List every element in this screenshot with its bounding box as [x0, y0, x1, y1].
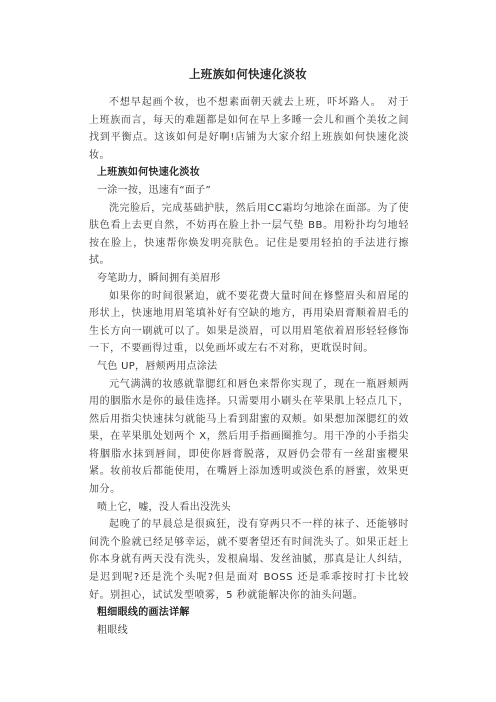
section-heading-eyeliner: 粗细眼线的画法详解 — [97, 607, 190, 619]
document-body — [89, 94, 409, 639]
paragraph-intro: 不想早起画个妆，也不想素面朝天就去上班，吓坏路人。 对于上班族而言，每天的难题都是如何在早上多睡一会儿和画个美妆之间找到平衡点。这该如何是好啊!店铺为大家介绍上班族如何快速化淡妆。 — [89, 97, 409, 161]
subheading-hair-spray: 喷上它，嘘，没人看出没洗头 — [97, 501, 231, 513]
document-title: 上班族如何快速化淡妆 — [189, 67, 307, 81]
subheading-eyebrows: 夸笔助力，瞬间拥有美眉形 — [97, 272, 221, 284]
subheading-thick-eyeliner: 粗眼线 — [97, 624, 128, 636]
paragraph-blush: 元气满满的妆感就靠腮红和唇色来帮你实现了，现在一瓶唇颊两用的胭脂水是你的最佳选择。只需要用小刷头在苹果肌上轻点几下，然后用指尖快速抹匀就能马上看到甜蜜的双颊。如果想加深腮红的效果，在苹果肌处划两个 X，然后用手指画圈推匀。用干净的小手指尖将胭脂水抹到唇间，即使你唇膏脱落，双唇仍会带有一丝甜蜜樱果紧。妆前妆后都能使用，在嘴唇上添加透明或淡色系的唇蜜，效果更加分。 — [89, 378, 409, 496]
section-heading: 上班族如何快速化淡妆 — [97, 167, 200, 179]
paragraph-eyebrows: 如果你的时间很紧迫，就不要花费大量时间在修整眉头和眉尾的形状上，快速地用眉笔填补好有空缺的地方，再用染眉膏顺着眉毛的生长方向一刷就可以了。如果是淡眉，可以用眉笔依着眉形轻轻修饰一下，不要画得过重，以免画坏或左右不对称，更耽误时间。 — [89, 290, 409, 355]
paragraph-hair-spray: 起晚了的早晨总是很疯狂，没有穿两只不一样的袜子、还能够时间洗个脸就已经足够幸运，就不要奢望还有时间洗头了。如果正赶上你本身就有两天没有洗头，发根扁塌、发丝油腻，那真是让人纠结，是迟到呢?还是洗个头呢?但是面对 BOSS 还是乖乖按时打卡比较好。别担心，试试发型喷雾，5 秒就能解决你的油头问题。 — [89, 519, 409, 601]
subheading-foundation: 一涂一按，迅速有“面子” — [97, 184, 211, 196]
subheading-blush: 气色 UP，唇颊两用点涂法 — [97, 360, 218, 372]
paragraph-foundation: 洗完脸后，完成基础护肤，然后用CC霜均匀地涂在面部。为了使肤色看上去更自然，不妨再在脸上扑一层气垫 BB。用粉扑均匀地轻按在脸上，快速帮你焕发明亮肤色。记住是要用轻拍的手法进行擦拭。 — [89, 202, 409, 267]
